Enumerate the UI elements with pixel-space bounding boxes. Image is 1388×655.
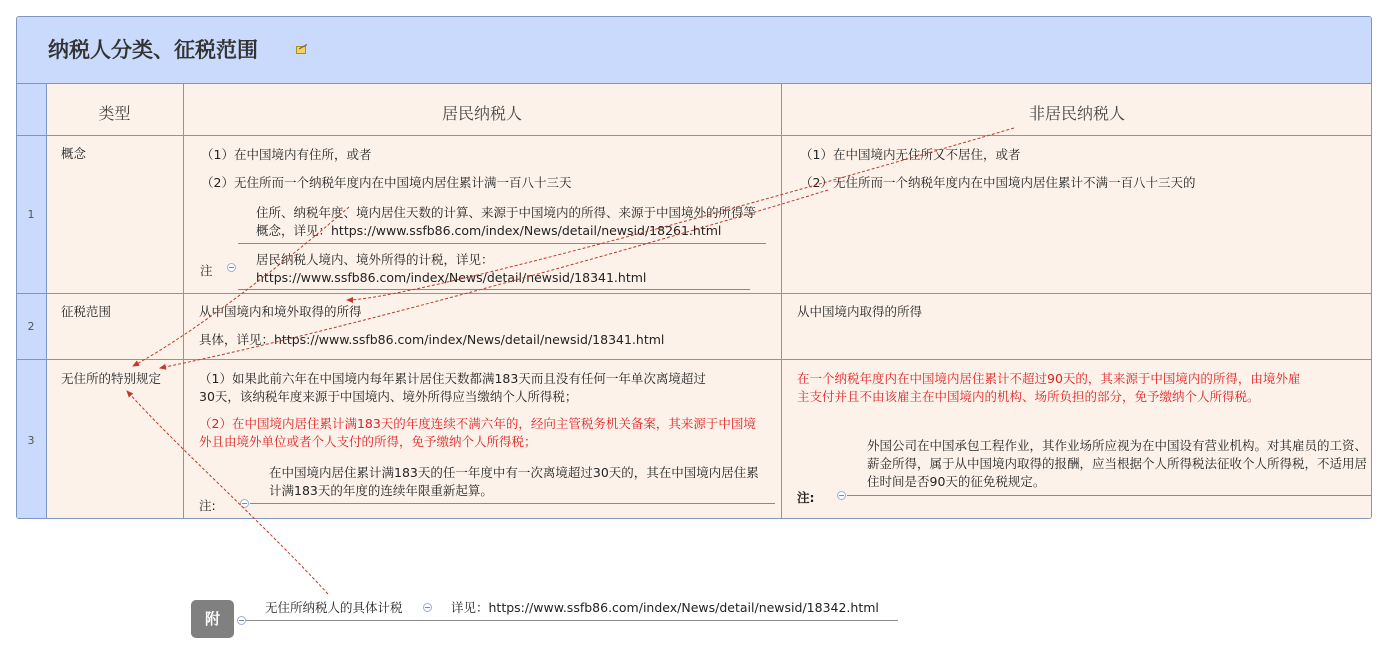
branch-line xyxy=(246,620,898,621)
grid-line xyxy=(46,84,47,519)
note-label: 注: xyxy=(199,498,216,513)
branch-line xyxy=(238,289,750,290)
branch-line xyxy=(847,495,1372,496)
header-resident: 居民纳税人 xyxy=(441,104,522,123)
row-number: 1 xyxy=(27,208,35,221)
header-type: 类型 xyxy=(98,104,131,123)
branch-line xyxy=(238,243,766,244)
grid-line xyxy=(17,359,1372,360)
collapse-icon[interactable] xyxy=(227,263,236,272)
note-label: 注 xyxy=(200,263,213,278)
note-text: 住所、纳税年度、境内居住天数的计算、来源于中国境内的所得、来源于中国境外的所得等概念，详见：https://www.ssfb86.com/index/News/detail/newsid/18261.html xyxy=(256,205,757,238)
list-item: 具体，详见：https://www.ssfb86.com/index/News/detail/newsid/18341.html xyxy=(199,332,665,347)
row-label-scope: 征税范围 xyxy=(61,304,112,319)
list-item: （2）无住所而一个纳税年度内在中国境内居住累计满一百八十三天 xyxy=(201,175,572,190)
grid-line xyxy=(781,84,782,519)
list-item: （1）如果此前六年在中国境内每年累计居住天数都满183天而且没有任何一年单次离境超过30天，该纳税年度来源于中国境内、境外所得应当缴纳个人所得税； xyxy=(199,371,706,404)
list-item-highlight: 在一个纳税年度内在中国境内居住累计不超过90天的，其来源于中国境内的所得，由境外雇主支付并且不由该雇主在中国境内的机构、场所负担的部分，免予缴纳个人所得税。 xyxy=(797,371,1301,404)
index-column xyxy=(17,84,46,519)
list-item: （1）在中国境内无住所又不居住，或者 xyxy=(800,147,1021,162)
list-item: （1）在中国境内有住所，或者 xyxy=(201,147,372,162)
list-item-highlight: （2）在中国境内居住累计满183天的年度连续不满六年的，经向主管税务机关备案，其来源于中国境外且由境外单位或者个人支付的所得，免予缴纳个人所得税； xyxy=(199,416,756,449)
row-number: 3 xyxy=(27,434,35,447)
collapse-icon[interactable] xyxy=(837,491,846,500)
note-text: 外国公司在中国承包工程作业，其作业场所应视为在中国设有营业机构。对其雇员的工资、薪金所得，属于从中国境内取得的报酬，应当根据个人所得税法征收个人所得税，不适用居住时间是否90天的征免税规定。 xyxy=(867,438,1368,489)
header-nonresident: 非居民纳税人 xyxy=(1028,104,1125,123)
appendix-label: 无住所纳税人的具体计税 xyxy=(265,600,403,615)
note-label: 注: xyxy=(797,490,815,505)
note-edit-icon[interactable] xyxy=(296,44,308,54)
grid-line xyxy=(17,293,1372,294)
row-label-special: 无住所的特别规定 xyxy=(61,371,162,386)
grid-line xyxy=(183,84,184,519)
note-text: 居民纳税人境内、境外所得的计税，详见：https://www.ssfb86.com/index/News/detail/newsid/18341.html xyxy=(256,252,647,285)
list-item: 从中国境内和境外取得的所得 xyxy=(199,304,362,319)
collapse-icon[interactable] xyxy=(237,616,246,625)
note-text: 在中国境内居住累计满183天的任一年度中有一次离境超过30天的，其在中国境内居住累计满183天的年度的连续年限重新起算。 xyxy=(269,465,759,498)
list-item: 从中国境内取得的所得 xyxy=(797,304,923,319)
appendix-badge[interactable]: 附 xyxy=(191,600,234,638)
grid-line xyxy=(17,135,1372,136)
title-bar xyxy=(17,17,1371,84)
appendix-link[interactable]: 详见：https://www.ssfb86.com/index/News/detail/newsid/18342.html xyxy=(451,600,879,615)
collapse-icon[interactable] xyxy=(423,603,432,612)
collapse-icon[interactable] xyxy=(240,499,249,508)
table-frame xyxy=(16,16,1372,519)
list-item: （2）无住所而一个纳税年度内在中国境内居住累计不满一百八十三天的 xyxy=(800,175,1196,190)
branch-line xyxy=(250,503,775,504)
row-label-concept: 概念 xyxy=(61,146,87,161)
row-number: 2 xyxy=(27,320,35,333)
page-title: 纳税人分类、征税范围 xyxy=(48,38,258,62)
